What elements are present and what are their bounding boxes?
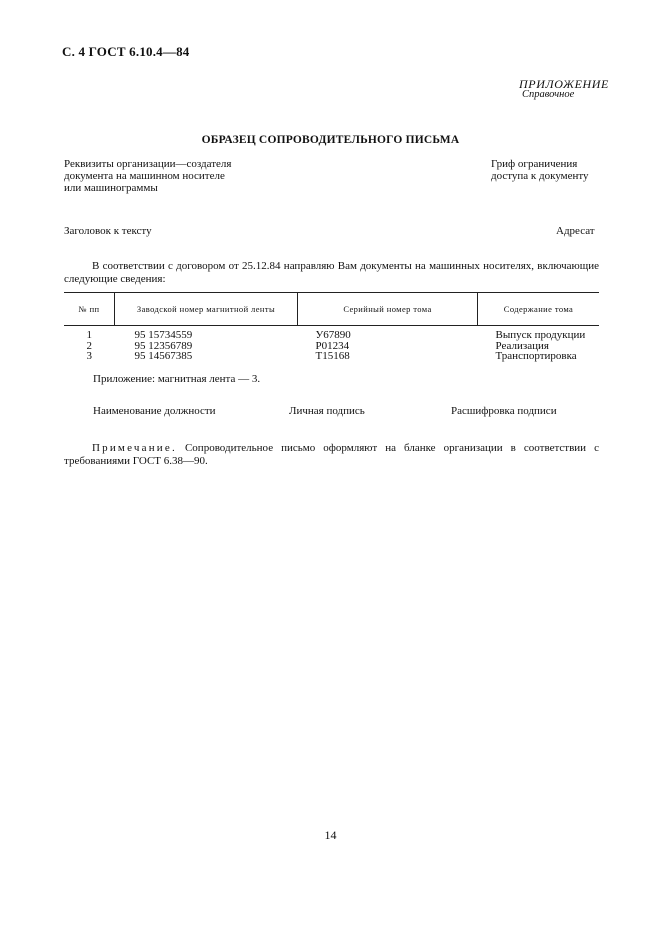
requisites-line: или машинограммы <box>64 182 158 194</box>
document-title: ОБРАЗЕЦ СОПРОВОДИТЕЛЬНОГО ПИСЬМА <box>201 134 460 146</box>
table-row <box>64 326 599 341</box>
cell-number: 1 <box>86 329 92 341</box>
cell-volume-content: Реализация <box>495 339 549 352</box>
cell-volume-serial: Р01234 <box>315 339 350 352</box>
cell-volume-content: Выпуск продукции <box>495 329 586 341</box>
page-header: С. 4 ГОСТ 6.10.4—84 <box>62 44 190 59</box>
cell-volume-serial: У67890 <box>315 329 351 341</box>
organization-requisites <box>64 158 231 194</box>
media-table <box>64 292 599 362</box>
requisites-line: документа на машинном носителе <box>64 170 225 182</box>
signature-personal: Личная подпись <box>289 405 365 417</box>
addressee: Адресат <box>556 225 595 237</box>
stamp-line: Гриф ограничения <box>491 158 578 170</box>
table-row <box>64 351 599 362</box>
signature-decoding: Расшифровка подписи <box>451 405 557 417</box>
page-number: 14 <box>324 828 337 842</box>
table-header-row <box>64 293 599 326</box>
annex-line: Приложение: магнитная лента — 3. <box>93 373 261 385</box>
stamp-line: доступа к документу <box>491 170 589 182</box>
col-header-number: № пп <box>64 293 115 326</box>
access-restriction-stamp <box>491 158 589 182</box>
requisites-line: Реквизиты организации—создателя <box>64 158 232 170</box>
cell-tape-number: 95 14567385 <box>134 350 193 362</box>
cell-number: 2 <box>86 339 92 352</box>
signature-position: Наименование должности <box>93 405 216 417</box>
note-paragraph <box>64 442 599 468</box>
cell-tape-number: 95 12356789 <box>134 339 193 352</box>
note-label: Примечание. <box>92 442 177 454</box>
appendix-sublabel: Справочное <box>522 89 575 100</box>
heading-to-text: Заголовок к тексту <box>64 225 152 237</box>
cell-volume-content: Транспортировка <box>495 350 577 362</box>
note-text: Сопроводительное письмо оформляют на бланке организации в соответствии с требованиями ГОСТ 6.38—90. <box>64 442 599 467</box>
col-header-volume-content: Содержание тома <box>478 293 600 326</box>
cell-volume-serial: Т15168 <box>315 350 350 362</box>
col-header-tape-number: Заводской номер магнитной ленты <box>115 293 298 326</box>
cell-number: 3 <box>86 350 92 362</box>
intro-paragraph: В соответствии с договором от 25.12.84 направляю Вам документы на машинных носителях, включающие следующие сведения: <box>64 260 599 285</box>
cell-tape-number: 95 15734559 <box>134 329 193 341</box>
col-header-volume-serial: Серийный номер тома <box>298 293 478 326</box>
appendix-label: ПРИЛОЖЕНИЕ <box>519 77 609 91</box>
